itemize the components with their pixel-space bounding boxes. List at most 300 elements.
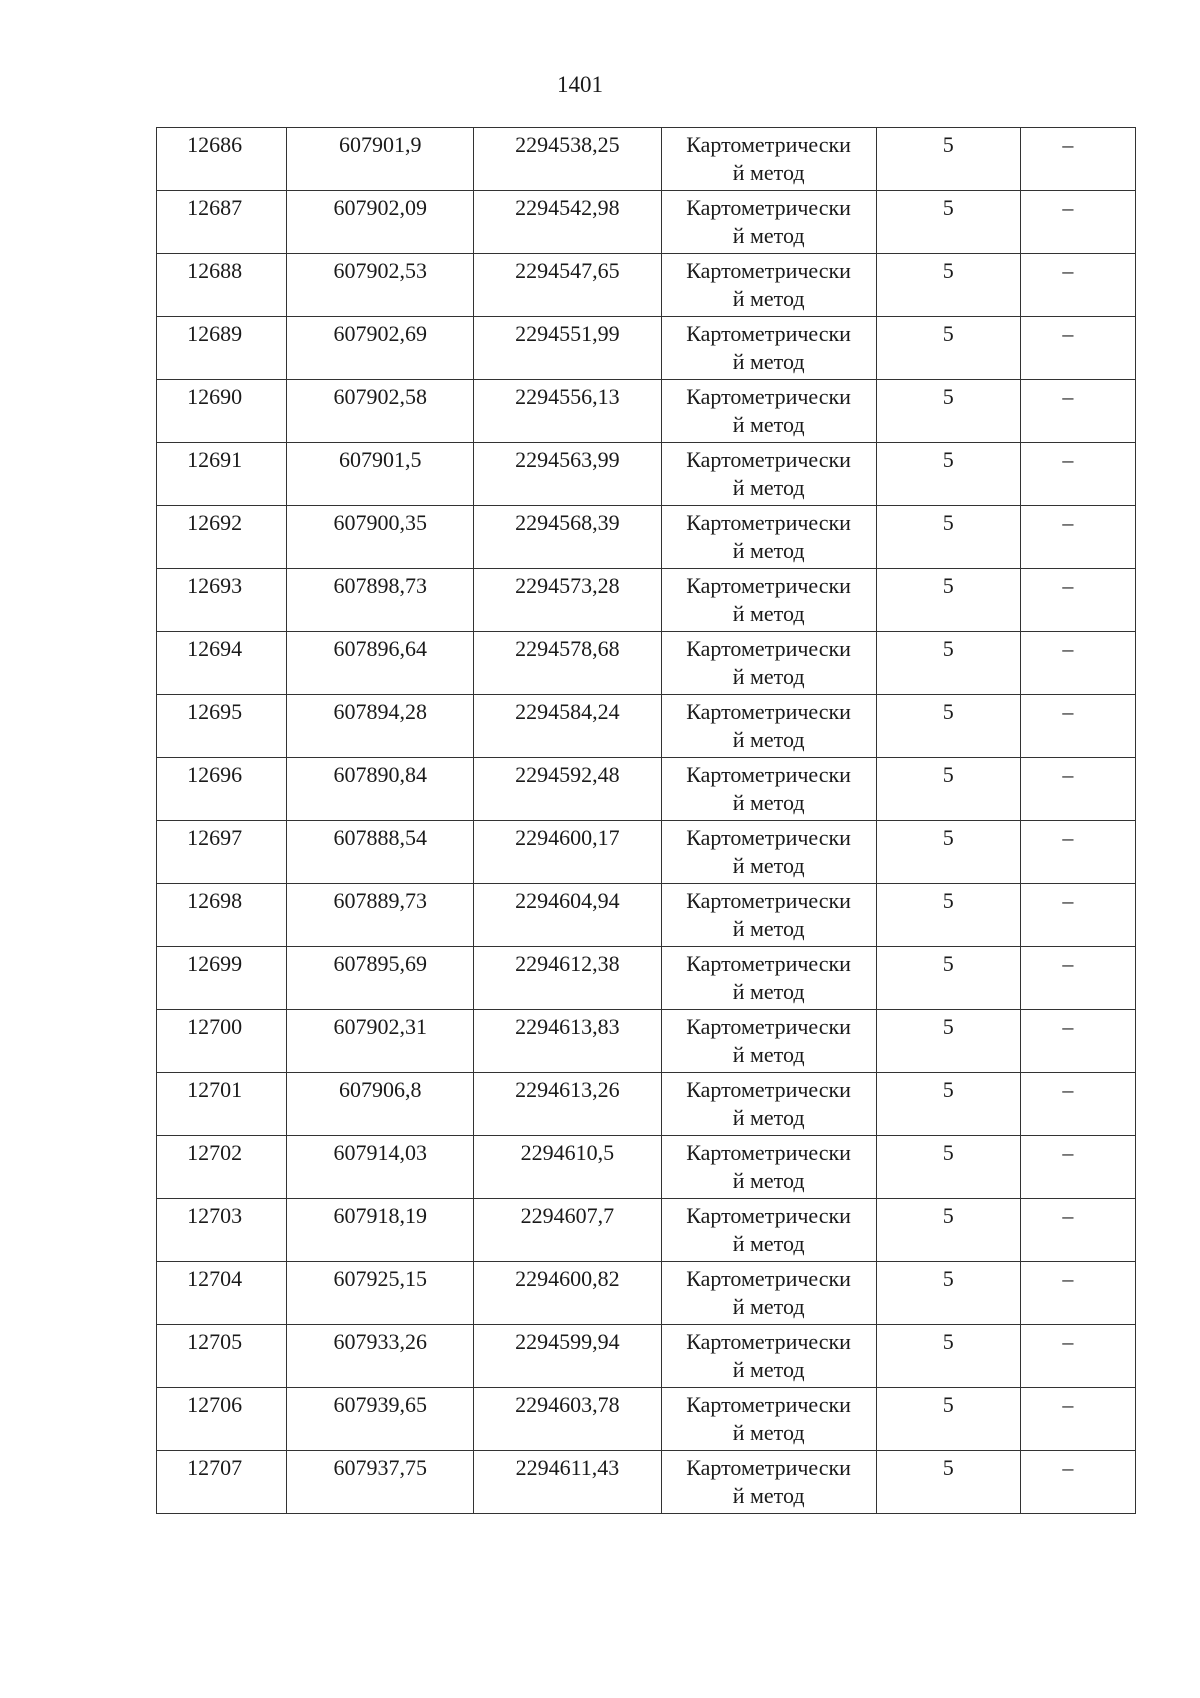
page-number: 1401 — [557, 72, 603, 97]
point-number-cell — [157, 1010, 287, 1073]
table-row — [157, 884, 1136, 947]
method-cell — [661, 569, 876, 632]
x-coordinate-cell-text: 607901,9 — [338, 132, 422, 157]
y-coordinate-cell-text: 2294607,7 — [520, 1203, 615, 1228]
method-cell-text — [662, 254, 876, 313]
y-coordinate-cell — [474, 1199, 661, 1262]
y-coordinate-cell — [474, 821, 661, 884]
method-cell-line: й метод — [732, 1168, 805, 1193]
note-cell-text: – — [1062, 132, 1074, 157]
point-number-cell-text: 12689 — [187, 321, 243, 346]
x-coordinate-cell — [287, 758, 474, 821]
method-cell-line: Картометрически — [686, 825, 851, 850]
note-cell-text: – — [1062, 699, 1074, 724]
y-coordinate-cell-text: 2294610,5 — [520, 1140, 615, 1165]
method-cell-text — [662, 821, 876, 880]
point-number-cell — [157, 1199, 287, 1262]
y-coordinate-cell — [474, 569, 661, 632]
note-cell — [1020, 632, 1135, 695]
accuracy-cell-text: 5 — [942, 1140, 954, 1165]
y-coordinate-cell-text: 2294568,39 — [515, 510, 620, 535]
accuracy-cell-text: 5 — [942, 888, 954, 913]
table-row — [157, 569, 1136, 632]
method-cell-line: Картометрически — [686, 699, 851, 724]
y-coordinate-cell-text: 2294604,94 — [515, 888, 620, 913]
point-number-cell — [157, 695, 287, 758]
x-coordinate-cell — [287, 947, 474, 1010]
y-coordinate-cell — [474, 1388, 661, 1451]
point-number-cell-text: 12704 — [187, 1266, 243, 1291]
note-cell-text: – — [1062, 1455, 1074, 1480]
method-cell-line: й метод — [732, 1105, 805, 1130]
note-cell-text: – — [1062, 384, 1074, 409]
table-row — [157, 317, 1136, 380]
method-cell-text — [662, 1325, 876, 1384]
method-cell-line: й метод — [732, 475, 805, 500]
point-number-cell-text: 12702 — [187, 1140, 243, 1165]
x-coordinate-cell-text: 607906,8 — [338, 1077, 422, 1102]
x-coordinate-cell-text: 607888,54 — [333, 825, 427, 850]
method-cell-text — [662, 1010, 876, 1069]
note-cell-text: – — [1062, 195, 1074, 220]
note-cell — [1020, 254, 1135, 317]
note-cell — [1020, 191, 1135, 254]
x-coordinate-cell — [287, 1136, 474, 1199]
point-number-cell — [157, 947, 287, 1010]
y-coordinate-cell — [474, 1010, 661, 1073]
x-coordinate-cell — [287, 821, 474, 884]
x-coordinate-cell-text: 607895,69 — [333, 951, 427, 976]
point-number-cell-text: 12691 — [187, 447, 243, 472]
method-cell — [661, 1136, 876, 1199]
table-row — [157, 695, 1136, 758]
y-coordinate-cell-text: 2294611,43 — [515, 1455, 620, 1480]
method-cell — [661, 1451, 876, 1514]
point-number-cell — [157, 1388, 287, 1451]
point-number-cell-text: 12690 — [187, 384, 243, 409]
method-cell-line: Картометрически — [686, 447, 851, 472]
point-number-cell-text: 12693 — [187, 573, 243, 598]
x-coordinate-cell — [287, 128, 474, 191]
accuracy-cell-text: 5 — [942, 510, 954, 535]
method-cell-line: й метод — [732, 1420, 805, 1445]
point-number-cell — [157, 1136, 287, 1199]
y-coordinate-cell-text: 2294600,17 — [515, 825, 620, 850]
note-cell-text: – — [1062, 573, 1074, 598]
point-number-cell — [157, 254, 287, 317]
x-coordinate-cell-text: 607902,53 — [333, 258, 427, 283]
method-cell-line: й метод — [732, 664, 805, 689]
point-number-cell-text: 12705 — [187, 1329, 243, 1354]
note-cell-text: – — [1062, 762, 1074, 787]
note-cell-text: – — [1062, 888, 1074, 913]
method-cell-line: Картометрически — [686, 258, 851, 283]
accuracy-cell — [876, 128, 1020, 191]
method-cell — [661, 380, 876, 443]
method-cell-line: й метод — [732, 601, 805, 626]
point-number-cell-text: 12707 — [187, 1455, 243, 1480]
note-cell-text: – — [1062, 1203, 1074, 1228]
table-row — [157, 506, 1136, 569]
y-coordinate-cell-text: 2294613,83 — [515, 1014, 620, 1039]
accuracy-cell — [876, 380, 1020, 443]
point-number-cell-text: 12706 — [187, 1392, 243, 1417]
y-coordinate-cell — [474, 1073, 661, 1136]
y-coordinate-cell — [474, 632, 661, 695]
accuracy-cell — [876, 884, 1020, 947]
note-cell-text: – — [1062, 951, 1074, 976]
method-cell — [661, 128, 876, 191]
method-cell-line: Картометрически — [686, 1329, 851, 1354]
note-cell — [1020, 443, 1135, 506]
method-cell — [661, 695, 876, 758]
method-cell-line: Картометрически — [686, 321, 851, 346]
x-coordinate-cell-text: 607900,35 — [333, 510, 427, 535]
note-cell — [1020, 569, 1135, 632]
accuracy-cell-text: 5 — [942, 195, 954, 220]
accuracy-cell-text: 5 — [942, 1266, 954, 1291]
note-cell-text: – — [1062, 510, 1074, 535]
accuracy-cell-text: 5 — [942, 1077, 954, 1102]
method-cell-text — [662, 1136, 876, 1195]
point-number-cell-text: 12687 — [187, 195, 243, 220]
note-cell — [1020, 1325, 1135, 1388]
method-cell-line: Картометрически — [686, 636, 851, 661]
accuracy-cell — [876, 191, 1020, 254]
method-cell — [661, 1325, 876, 1388]
accuracy-cell-text: 5 — [942, 258, 954, 283]
method-cell — [661, 1010, 876, 1073]
y-coordinate-cell-text: 2294542,98 — [515, 195, 620, 220]
accuracy-cell-text: 5 — [942, 132, 954, 157]
method-cell-line: Картометрически — [686, 1392, 851, 1417]
x-coordinate-cell — [287, 1262, 474, 1325]
x-coordinate-cell — [287, 632, 474, 695]
method-cell-text — [662, 380, 876, 439]
note-cell-text: – — [1062, 1392, 1074, 1417]
method-cell-line: Картометрически — [686, 510, 851, 535]
method-cell — [661, 1262, 876, 1325]
method-cell — [661, 254, 876, 317]
method-cell-text — [662, 443, 876, 502]
accuracy-cell — [876, 695, 1020, 758]
accuracy-cell-text: 5 — [942, 1329, 954, 1354]
point-number-cell — [157, 128, 287, 191]
method-cell — [661, 1073, 876, 1136]
table-row — [157, 821, 1136, 884]
method-cell-line: й метод — [732, 916, 805, 941]
y-coordinate-cell — [474, 1325, 661, 1388]
table-row — [157, 1073, 1136, 1136]
note-cell-text: – — [1062, 636, 1074, 661]
point-number-cell-text: 12692 — [187, 510, 243, 535]
accuracy-cell-text: 5 — [942, 1392, 954, 1417]
accuracy-cell-text: 5 — [942, 699, 954, 724]
note-cell-text: – — [1062, 1329, 1074, 1354]
accuracy-cell — [876, 1199, 1020, 1262]
y-coordinate-cell — [474, 884, 661, 947]
y-coordinate-cell — [474, 506, 661, 569]
method-cell-text — [662, 1388, 876, 1447]
method-cell-line: й метод — [732, 790, 805, 815]
point-number-cell — [157, 821, 287, 884]
x-coordinate-cell — [287, 884, 474, 947]
note-cell — [1020, 506, 1135, 569]
accuracy-cell — [876, 254, 1020, 317]
accuracy-cell-text: 5 — [942, 447, 954, 472]
method-cell-line: й метод — [732, 1042, 805, 1067]
accuracy-cell-text: 5 — [942, 321, 954, 346]
point-number-cell — [157, 1451, 287, 1514]
y-coordinate-cell-text: 2294573,28 — [515, 573, 620, 598]
method-cell — [661, 632, 876, 695]
method-cell-line: Картометрически — [686, 1077, 851, 1102]
accuracy-cell — [876, 1451, 1020, 1514]
x-coordinate-cell-text: 607914,03 — [333, 1140, 427, 1165]
method-cell-line: Картометрически — [686, 573, 851, 598]
method-cell — [661, 1388, 876, 1451]
y-coordinate-cell-text: 2294592,48 — [515, 762, 620, 787]
point-number-cell — [157, 1325, 287, 1388]
y-coordinate-cell-text: 2294599,94 — [515, 1329, 620, 1354]
method-cell-text — [662, 947, 876, 1006]
method-cell — [661, 317, 876, 380]
note-cell — [1020, 695, 1135, 758]
point-number-cell — [157, 191, 287, 254]
method-cell-line: й метод — [732, 160, 805, 185]
table-row — [157, 380, 1136, 443]
x-coordinate-cell-text: 607902,58 — [333, 384, 427, 409]
x-coordinate-cell — [287, 380, 474, 443]
accuracy-cell — [876, 632, 1020, 695]
method-cell-line: Картометрически — [686, 1140, 851, 1165]
x-coordinate-cell-text: 607896,64 — [333, 636, 427, 661]
method-cell-line: й метод — [732, 727, 805, 752]
y-coordinate-cell — [474, 695, 661, 758]
note-cell-text: – — [1062, 1014, 1074, 1039]
accuracy-cell-text: 5 — [942, 1203, 954, 1228]
y-coordinate-cell-text: 2294538,25 — [515, 132, 620, 157]
x-coordinate-cell-text: 607898,73 — [333, 573, 427, 598]
accuracy-cell — [876, 1073, 1020, 1136]
note-cell-text: – — [1062, 1266, 1074, 1291]
accuracy-cell — [876, 569, 1020, 632]
x-coordinate-cell — [287, 254, 474, 317]
point-number-cell — [157, 1073, 287, 1136]
note-cell — [1020, 1073, 1135, 1136]
note-cell-text: – — [1062, 321, 1074, 346]
method-cell-line: Картометрически — [686, 888, 851, 913]
method-cell-text — [662, 1073, 876, 1132]
note-cell — [1020, 758, 1135, 821]
coordinates-table — [156, 127, 1136, 1514]
x-coordinate-cell-text: 607902,69 — [333, 321, 427, 346]
x-coordinate-cell — [287, 1199, 474, 1262]
method-cell-line: Картометрически — [686, 384, 851, 409]
x-coordinate-cell — [287, 1325, 474, 1388]
note-cell — [1020, 1262, 1135, 1325]
method-cell-line: Картометрически — [686, 951, 851, 976]
note-cell — [1020, 1136, 1135, 1199]
point-number-cell-text: 12698 — [187, 888, 243, 913]
point-number-cell — [157, 380, 287, 443]
x-coordinate-cell — [287, 1073, 474, 1136]
method-cell-text — [662, 695, 876, 754]
x-coordinate-cell — [287, 1010, 474, 1073]
method-cell — [661, 758, 876, 821]
method-cell-line: Картометрически — [686, 1266, 851, 1291]
x-coordinate-cell — [287, 317, 474, 380]
point-number-cell — [157, 506, 287, 569]
y-coordinate-cell — [474, 947, 661, 1010]
y-coordinate-cell-text: 2294563,99 — [515, 447, 620, 472]
x-coordinate-cell-text: 607937,75 — [333, 1455, 427, 1480]
method-cell-text — [662, 1262, 876, 1321]
note-cell — [1020, 1199, 1135, 1262]
note-cell — [1020, 128, 1135, 191]
point-number-cell — [157, 317, 287, 380]
x-coordinate-cell-text: 607918,19 — [333, 1203, 427, 1228]
y-coordinate-cell — [474, 1451, 661, 1514]
method-cell-text — [662, 191, 876, 250]
note-cell-text: – — [1062, 825, 1074, 850]
accuracy-cell — [876, 317, 1020, 380]
accuracy-cell-text: 5 — [942, 762, 954, 787]
table-row — [157, 758, 1136, 821]
table-row — [157, 1262, 1136, 1325]
table-row — [157, 254, 1136, 317]
note-cell-text: – — [1062, 1140, 1074, 1165]
note-cell — [1020, 1388, 1135, 1451]
method-cell-line: Картометрически — [686, 132, 851, 157]
y-coordinate-cell — [474, 1262, 661, 1325]
accuracy-cell-text: 5 — [942, 384, 954, 409]
note-cell — [1020, 947, 1135, 1010]
note-cell — [1020, 821, 1135, 884]
accuracy-cell — [876, 1325, 1020, 1388]
method-cell — [661, 821, 876, 884]
method-cell-text — [662, 317, 876, 376]
method-cell-line: й метод — [732, 1483, 805, 1508]
method-cell-line: й метод — [732, 286, 805, 311]
note-cell — [1020, 1010, 1135, 1073]
note-cell-text: – — [1062, 447, 1074, 472]
accuracy-cell — [876, 947, 1020, 1010]
y-coordinate-cell-text: 2294556,13 — [515, 384, 620, 409]
x-coordinate-cell-text: 607901,5 — [338, 447, 422, 472]
x-coordinate-cell — [287, 695, 474, 758]
method-cell-text — [662, 569, 876, 628]
x-coordinate-cell-text: 607925,15 — [333, 1266, 427, 1291]
note-cell-text: – — [1062, 1077, 1074, 1102]
note-cell — [1020, 884, 1135, 947]
point-number-cell — [157, 884, 287, 947]
method-cell-text — [662, 884, 876, 943]
x-coordinate-cell — [287, 443, 474, 506]
point-number-cell-text: 12701 — [187, 1077, 243, 1102]
y-coordinate-cell — [474, 1136, 661, 1199]
method-cell-line: й метод — [732, 349, 805, 374]
method-cell — [661, 443, 876, 506]
table-row — [157, 1388, 1136, 1451]
method-cell-line: Картометрически — [686, 195, 851, 220]
accuracy-cell — [876, 506, 1020, 569]
point-number-cell-text: 12697 — [187, 825, 243, 850]
table-row — [157, 947, 1136, 1010]
x-coordinate-cell — [287, 569, 474, 632]
point-number-cell — [157, 569, 287, 632]
y-coordinate-cell — [474, 443, 661, 506]
point-number-cell — [157, 758, 287, 821]
method-cell-text — [662, 758, 876, 817]
note-cell — [1020, 317, 1135, 380]
method-cell-line: й метод — [732, 979, 805, 1004]
method-cell-text — [662, 506, 876, 565]
method-cell-line: й метод — [732, 1357, 805, 1382]
note-cell — [1020, 1451, 1135, 1514]
method-cell — [661, 506, 876, 569]
y-coordinate-cell — [474, 380, 661, 443]
method-cell — [661, 1199, 876, 1262]
accuracy-cell — [876, 1136, 1020, 1199]
y-coordinate-cell — [474, 254, 661, 317]
method-cell-line: й метод — [732, 1231, 805, 1256]
point-number-cell — [157, 632, 287, 695]
method-cell-text — [662, 1451, 876, 1510]
y-coordinate-cell-text: 2294600,82 — [515, 1266, 620, 1291]
x-coordinate-cell-text: 607933,26 — [333, 1329, 427, 1354]
y-coordinate-cell — [474, 758, 661, 821]
table-row — [157, 128, 1136, 191]
method-cell-line: Картометрически — [686, 1455, 851, 1480]
point-number-cell — [157, 1262, 287, 1325]
method-cell-line: й метод — [732, 1294, 805, 1319]
y-coordinate-cell — [474, 191, 661, 254]
x-coordinate-cell-text: 607890,84 — [333, 762, 427, 787]
method-cell-line: й метод — [732, 223, 805, 248]
method-cell-line: Картометрически — [686, 1014, 851, 1039]
table-row — [157, 1010, 1136, 1073]
table-row — [157, 191, 1136, 254]
accuracy-cell-text: 5 — [942, 1014, 954, 1039]
note-cell — [1020, 380, 1135, 443]
method-cell-line: й метод — [732, 538, 805, 563]
method-cell-line: й метод — [732, 412, 805, 437]
y-coordinate-cell-text: 2294612,38 — [515, 951, 620, 976]
method-cell — [661, 947, 876, 1010]
method-cell — [661, 884, 876, 947]
y-coordinate-cell-text: 2294613,26 — [515, 1077, 620, 1102]
accuracy-cell — [876, 443, 1020, 506]
table-row — [157, 1199, 1136, 1262]
accuracy-cell-text: 5 — [942, 636, 954, 661]
y-coordinate-cell — [474, 128, 661, 191]
x-coordinate-cell — [287, 191, 474, 254]
accuracy-cell — [876, 758, 1020, 821]
accuracy-cell-text: 5 — [942, 825, 954, 850]
point-number-cell-text: 12686 — [187, 132, 243, 157]
point-number-cell — [157, 443, 287, 506]
point-number-cell-text: 12696 — [187, 762, 243, 787]
accuracy-cell-text: 5 — [942, 951, 954, 976]
point-number-cell-text: 12700 — [187, 1014, 243, 1039]
method-cell-text — [662, 1199, 876, 1258]
accuracy-cell — [876, 1010, 1020, 1073]
x-coordinate-cell — [287, 1388, 474, 1451]
table-row — [157, 1325, 1136, 1388]
x-coordinate-cell-text: 607889,73 — [333, 888, 427, 913]
y-coordinate-cell-text: 2294547,65 — [515, 258, 620, 283]
